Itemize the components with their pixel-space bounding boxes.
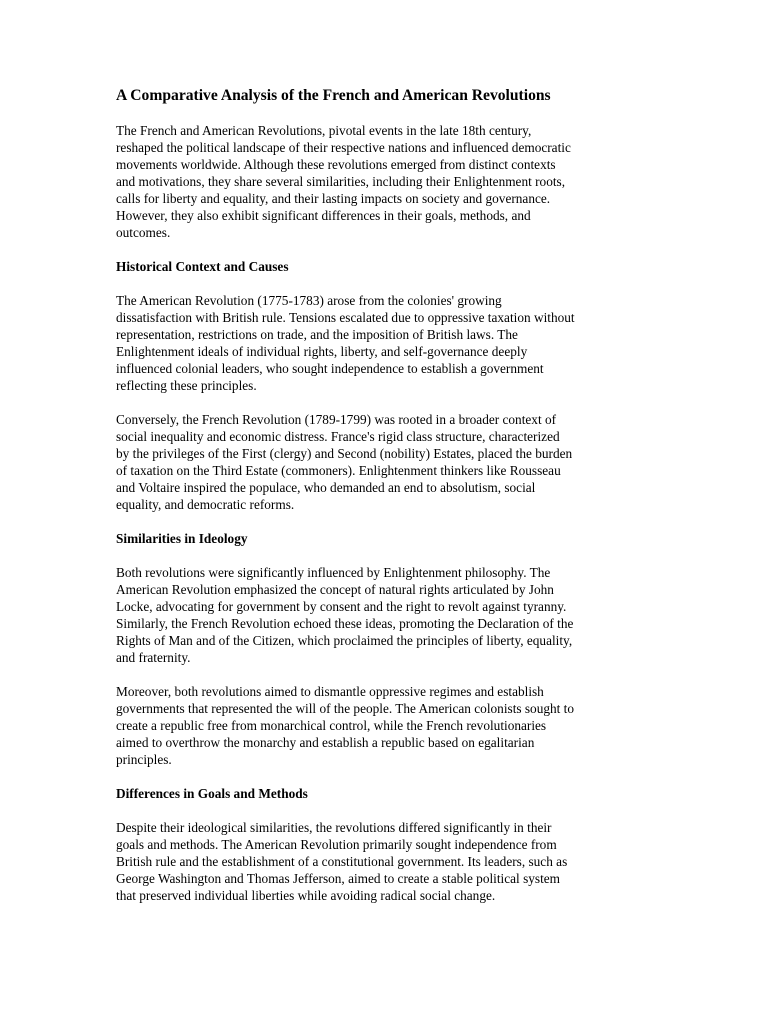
text-line: However, they also exhibit significant differences in their goals, methods, and — [116, 208, 531, 223]
text-line: Similarly, the French Revolution echoed these ideas, promoting the Declaration of the — [116, 616, 574, 631]
text-line: and Voltaire inspired the populace, who demanded an end to absolutism, social — [116, 480, 536, 495]
text-line: that preserved individual liberties while avoiding radical social change. — [116, 888, 496, 903]
text-line: The French and American Revolutions, pivotal events in the late 18th century, — [116, 123, 532, 138]
text-line: of taxation on the Third Estate (commoners). Enlightenment thinkers like Rousseau — [116, 463, 561, 478]
text-line: The American Revolution (1775-1783) arose from the colonies' growing — [116, 293, 502, 308]
text-line: influenced colonial leaders, who sought independence to establish a government — [116, 361, 544, 376]
section-heading-historical-context: Historical Context and Causes — [116, 259, 289, 274]
goals-methods-paragraph — [116, 819, 656, 904]
text-line: Despite their ideological similarities, the revolutions differed significantly in their — [116, 820, 552, 835]
text-line: Conversely, the French Revolution (1789-1799) was rooted in a broader context of — [116, 412, 557, 427]
text-line: reshaped the political landscape of their respective nations and influenced democratic — [116, 140, 571, 155]
text-line: movements worldwide. Although these revolutions emerged from distinct contexts — [116, 157, 556, 172]
text-line: social inequality and economic distress. France's rigid class structure, characterized — [116, 429, 560, 444]
text-line: equality, and democratic reforms. — [116, 497, 295, 512]
text-line: American Revolution emphasized the concept of natural rights articulated by John — [116, 582, 554, 597]
text-line: governments that represented the will of the people. The American colonists sought to — [116, 701, 575, 716]
text-line: create a republic free from monarchical control, while the French revolutionaries — [116, 718, 547, 733]
american-revolution-paragraph — [116, 292, 656, 394]
text-line: by the privileges of the First (clergy) and Second (nobility) Estates, placed the burden — [116, 446, 573, 461]
intro-paragraph — [116, 122, 656, 241]
text-line: dissatisfaction with British rule. Tensions escalated due to oppressive taxation without — [116, 310, 575, 325]
section-heading-differences: Differences in Goals and Methods — [116, 786, 308, 801]
text-line: representation, restrictions on trade, and the imposition of British laws. The — [116, 327, 518, 342]
text-line: outcomes. — [116, 225, 171, 240]
text-line: and motivations, they share several similarities, including their Enlightenment roots, — [116, 174, 566, 189]
enlightenment-paragraph — [116, 564, 656, 666]
text-line: Both revolutions were significantly influenced by Enlightenment philosophy. The — [116, 565, 551, 580]
text-line: goals and methods. The American Revolution primarily sought independence from — [116, 837, 557, 852]
text-line: calls for liberty and equality, and their lasting impacts on society and governance. — [116, 191, 551, 206]
document-title: A Comparative Analysis of the French and American Revolutions — [116, 87, 551, 104]
text-line: reflecting these principles. — [116, 378, 257, 393]
text-line: Locke, advocating for government by consent and the right to revolt against tyranny. — [116, 599, 567, 614]
section-heading-similarities: Similarities in Ideology — [116, 531, 248, 546]
text-line: principles. — [116, 752, 172, 767]
regimes-paragraph — [116, 683, 656, 768]
text-line: British rule and the establishment of a constitutional government. Its leaders, such as — [116, 854, 568, 869]
text-line: Enlightenment ideals of individual rights, liberty, and self-governance deeply — [116, 344, 528, 359]
text-line: Rights of Man and of the Citizen, which proclaimed the principles of liberty, equality, — [116, 633, 573, 648]
french-revolution-paragraph — [116, 411, 656, 513]
text-line: George Washington and Thomas Jefferson, aimed to create a stable political system — [116, 871, 561, 886]
text-line: and fraternity. — [116, 650, 191, 665]
document-page — [116, 86, 656, 921]
text-line: aimed to overthrow the monarchy and establish a republic based on egalitarian — [116, 735, 535, 750]
text-line: Moreover, both revolutions aimed to dismantle oppressive regimes and establish — [116, 684, 544, 699]
